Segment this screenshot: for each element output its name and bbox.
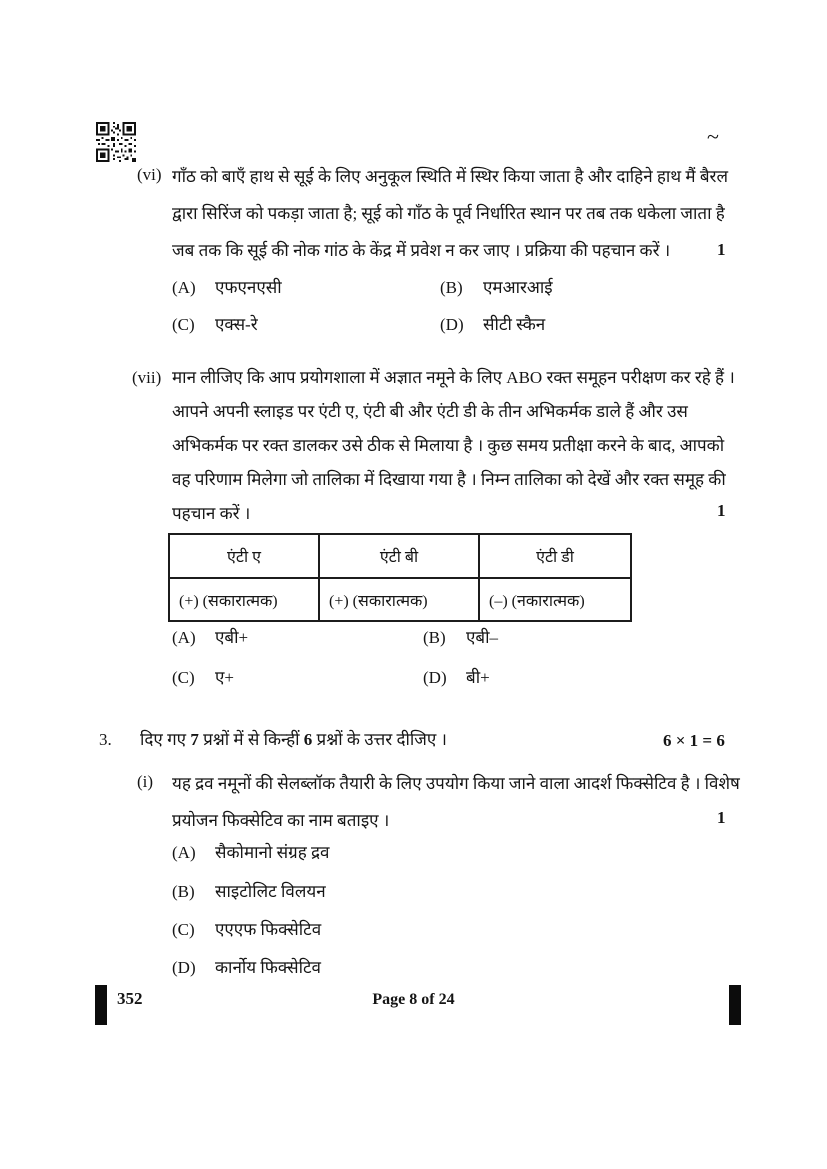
question-3-instruction: [140, 728, 447, 752]
option-3i-a: [172, 841, 329, 865]
question-line: यह द्रव नमूनों की सेलब्लॉक तैयारी के लिए उपयोग किया जाने वाला आदर्श फिक्सेटिव है । विशेष: [172, 774, 740, 793]
option-label: (A): [172, 628, 196, 647]
question-line: मान लीजिए कि आप प्रयोगशाला में अज्ञात नमूने के लिए ABO रक्त समूहन परीक्षण कर रहे हैं ।: [172, 368, 735, 387]
paper-code: 352: [117, 989, 143, 1008]
table-cell-anti-d-result: (–) (नकारात्मक): [479, 578, 631, 621]
question-line: गाँठ को बाएँ हाथ से सूई के लिए अनुकूल स्थिति में स्थिर किया जाता है और दाहिने हाथ मैं बैरल: [172, 167, 729, 186]
instruction-text: दिए गए: [140, 730, 191, 749]
page-number: Page 8 of 24: [372, 991, 455, 1008]
question-line: प्रयोजन फिक्सेटिव का नाम बताइए ।: [172, 811, 390, 830]
option-vii-b: [423, 626, 498, 650]
question-3i-marks: 1: [717, 808, 726, 827]
question-vii-label: (vii): [132, 368, 162, 387]
option-vi-b: [440, 276, 553, 300]
option-3i-c: [172, 918, 321, 942]
option-label: (C): [172, 668, 195, 687]
question-3i-text: [172, 765, 740, 839]
option-label: (C): [172, 315, 195, 334]
option-label: (D): [440, 315, 464, 334]
option-text: एएएफ फिक्सेटिव: [215, 920, 322, 939]
table-cell-anti-a-result: (+) (सकारात्मक): [169, 578, 319, 621]
option-text: एमआरआई: [483, 278, 553, 297]
option-vii-c: [172, 666, 234, 690]
option-vii-a: [172, 626, 248, 650]
option-text: एफएनएसी: [215, 278, 282, 297]
question-vii-text: [172, 361, 735, 531]
option-text: एबी–: [466, 628, 499, 647]
option-label: (A): [172, 278, 196, 297]
option-text: बी+: [466, 668, 490, 687]
option-text: साइटोलिट विलयन: [215, 882, 326, 901]
question-3-marks-formula: 6 × 1 = 6: [663, 731, 725, 750]
table-header-row: [169, 534, 631, 578]
option-text: सैकोमानो संग्रह द्रव: [215, 843, 330, 862]
table-cell-anti-b-result: (+) (सकारात्मक): [319, 578, 479, 621]
question-vi-label: (vi): [137, 165, 162, 184]
question-3-number: 3.: [99, 730, 112, 749]
qr-code-icon: [95, 122, 137, 167]
instruction-text: प्रश्नों में से किन्हीं: [198, 730, 304, 749]
option-3i-b: [172, 880, 326, 904]
table-row: [169, 578, 631, 621]
question-line: अभिकर्मक पर रक्त डालकर उसे ठीक से मिलाया है । कुछ समय प्रतीक्षा करने के बाद, आपको: [172, 436, 725, 455]
table-header-anti-a: एंटी ए: [169, 534, 319, 578]
question-line: जब तक कि सूई की नोक गांठ के केंद्र में प्रवेश न कर जाए । प्रक्रिया की पहचान करें ।: [172, 241, 671, 260]
question-line: वह परिणाम मिलेगा जो तालिका में दिखाया गया है । निम्न तालिका को देखें और रक्त समूह की: [172, 470, 726, 489]
question-vii-marks: 1: [717, 501, 726, 520]
question-3i-label: (i): [137, 772, 154, 791]
option-3i-d: [172, 956, 321, 980]
option-label: (B): [423, 628, 446, 647]
option-label: (A): [172, 843, 196, 862]
option-label: (D): [423, 668, 447, 687]
corner-tilde-mark: ~: [707, 124, 719, 149]
option-text: ए+: [215, 668, 234, 687]
instruction-text: प्रश्नों के उत्तर दीजिए ।: [312, 730, 448, 749]
question-line: पहचान करें ।: [172, 504, 251, 523]
question-vi-text: [172, 158, 728, 269]
option-label: (D): [172, 958, 196, 977]
option-vi-d: [440, 313, 545, 337]
option-text: एक्स-रे: [215, 315, 258, 334]
option-vii-d: [423, 666, 490, 690]
question-line: द्वारा सिरिंज को पकड़ा जाता है; सूई को गाँठ के पूर्व निर्धारित स्थान पर तब तक धकेला जाता है: [172, 204, 725, 223]
blood-group-table: [168, 533, 632, 622]
question-vi-marks: 1: [717, 240, 726, 259]
option-text: एबी+: [215, 628, 249, 647]
table-header-anti-b: एंटी बी: [319, 534, 479, 578]
instruction-count: 7: [190, 730, 199, 749]
option-text: सीटी स्कैन: [483, 315, 546, 334]
table-header-anti-d: एंटी डी: [479, 534, 631, 578]
option-vi-a: [172, 276, 282, 300]
option-label: (C): [172, 920, 195, 939]
option-label: (B): [172, 882, 195, 901]
option-vi-c: [172, 313, 258, 337]
instruction-count: 6: [303, 730, 313, 749]
question-line: आपने अपनी स्लाइड पर एंटी ए, एंटी बी और एंटी डी के तीन अभिकर्मक डाले हैं और उस: [172, 402, 688, 421]
option-text: कार्नोय फिक्सेटिव: [215, 958, 321, 977]
option-label: (B): [440, 278, 463, 297]
footer-right-registration-bar: [729, 985, 741, 1025]
